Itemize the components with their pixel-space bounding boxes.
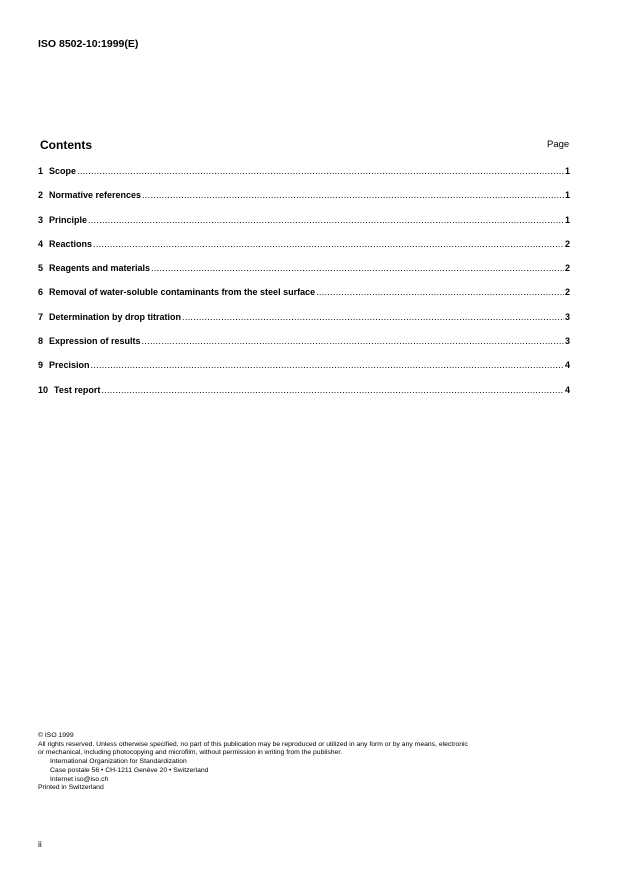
toc-entry-number: 10	[38, 384, 49, 395]
toc-entry-reactions[interactable]	[38, 239, 570, 263]
toc-entry-title: Removal of water-soluble contaminants from the steel surface	[49, 287, 316, 298]
toc-entry-title: Reactions	[49, 238, 93, 249]
toc-entry-number: 7	[38, 311, 44, 322]
toc-entry-page: 2	[564, 238, 570, 249]
organization-name: International Organization for Standardization	[50, 758, 187, 766]
toc-entry-normative-references[interactable]	[38, 190, 570, 214]
toc-entry-title: Principle	[49, 214, 88, 225]
document-id-header: ISO 8502-10:1999(E)	[38, 38, 139, 50]
toc-entry-number: 5	[38, 263, 44, 274]
organization-address: Case postale 56 • CH-1211 Genève 20 • Switzerland	[50, 766, 209, 774]
toc-entry-number: 9	[38, 360, 44, 371]
toc-leader-dots	[101, 385, 564, 395]
rights-notice-line-2: or mechanical, including photocopying and microfilm, without permission in writing from the publisher.	[38, 749, 343, 757]
rights-notice-line-1: All rights reserved. Unless otherwise specified, no part of this publication may be reproduced or utilized in any form or by any means, electronic	[38, 740, 468, 748]
copyright-line: © ISO 1999	[38, 732, 74, 739]
toc-entry-number: 8	[38, 336, 44, 347]
toc-leader-dots	[88, 215, 564, 225]
toc-entry-page: 3	[564, 336, 570, 347]
toc-entry-removal[interactable]	[38, 287, 570, 311]
toc-leader-dots	[142, 336, 564, 346]
toc-leader-dots	[142, 190, 564, 200]
toc-entry-title: Determination by drop titration	[49, 311, 182, 322]
toc-entry-page: 1	[564, 166, 570, 176]
toc-leader-dots	[316, 287, 564, 297]
toc-entry-determination[interactable]	[38, 312, 570, 336]
toc-leader-dots	[93, 239, 564, 249]
toc-entry-page: 2	[564, 287, 570, 298]
toc-entry-principle[interactable]	[38, 215, 570, 239]
toc-leader-dots	[182, 312, 564, 322]
page-number: ii	[38, 839, 42, 849]
page-column-label: Page	[547, 139, 570, 150]
toc-entry-page: 3	[564, 311, 570, 322]
toc-entry-number: 6	[38, 287, 44, 298]
toc-entry-page: 2	[564, 263, 570, 274]
toc-leader-dots	[77, 166, 564, 176]
toc-entry-title: Test report	[54, 384, 101, 395]
toc-entry-title: Expression of results	[49, 336, 141, 347]
toc-entry-scope[interactable]	[38, 166, 570, 190]
toc-entry-reagents[interactable]	[38, 263, 570, 287]
toc-entry-title: Precision	[49, 360, 90, 371]
toc-entry-number: 4	[38, 238, 44, 249]
toc-entry-title: Normative references	[49, 190, 142, 201]
toc-entry-page: 4	[564, 384, 570, 395]
printed-in: Printed in Switzerland	[38, 784, 104, 792]
toc-entry-title: Scope	[49, 166, 77, 176]
toc-entry-expression-of-results[interactable]	[38, 336, 570, 360]
copyright-footer	[38, 732, 583, 793]
contents-title: Contents	[40, 138, 92, 152]
table-of-contents	[38, 166, 570, 409]
toc-entry-page: 4	[564, 360, 570, 371]
toc-entry-page: 1	[564, 190, 570, 201]
toc-entry-number: 2	[38, 190, 44, 201]
toc-entry-page: 1	[564, 214, 570, 225]
toc-entry-number: 3	[38, 214, 44, 225]
organization-internet: Internet iso@iso.ch	[50, 775, 109, 783]
toc-entry-title: Reagents and materials	[49, 263, 151, 274]
toc-leader-dots	[151, 263, 564, 273]
toc-entry-number: 1	[38, 166, 44, 176]
toc-entry-precision[interactable]	[38, 360, 570, 384]
toc-leader-dots	[91, 360, 564, 370]
toc-entry-test-report[interactable]	[38, 385, 570, 409]
